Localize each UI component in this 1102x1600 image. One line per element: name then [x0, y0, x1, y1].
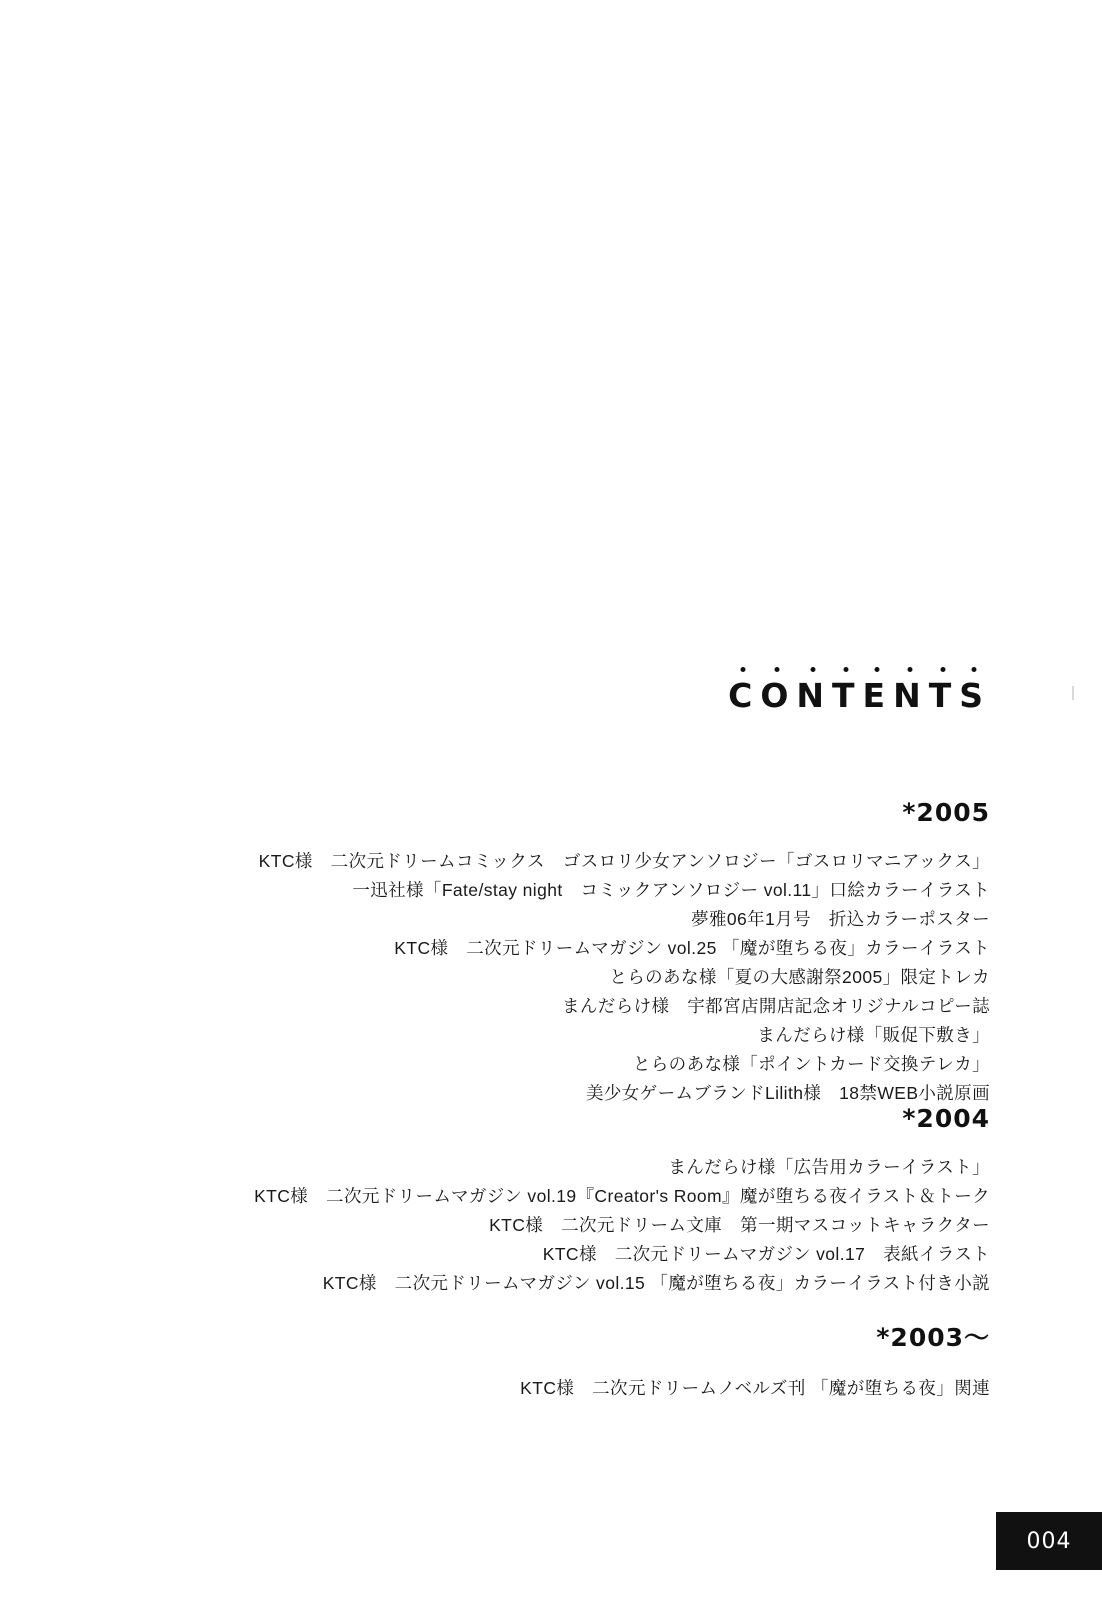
- section-year-label: *2004: [902, 1104, 990, 1133]
- edge-tick-mark: [1072, 686, 1074, 700]
- section-year-label: *2005: [902, 798, 990, 827]
- list-item: 夢雅06年1月号 折込カラーポスター: [691, 909, 990, 929]
- list-item: KTC様 二次元ドリームマガジン vol.17 表紙イラスト: [542, 1244, 990, 1264]
- section-year-label: *2003〜: [876, 1323, 990, 1352]
- page-number: 004: [996, 1512, 1102, 1570]
- list-item: 美少女ゲームブランドLilith様 18禁WEB小説原画: [585, 1083, 990, 1103]
- list-item: KTC様 二次元ドリームコミックス ゴスロリ少女アンソロジー「ゴスロリマニアックス」: [258, 851, 990, 871]
- section-2004: [254, 1104, 990, 1298]
- section-2005: [259, 798, 990, 1108]
- list-item: KTC様 二次元ドリームノベルズ刊 「魔が堕ちる夜」関連: [520, 1378, 990, 1398]
- list-item: KTC様 二次元ドリームマガジン vol.19『Creator's Room』魔が堕ちる夜イラスト＆トーク: [254, 1186, 990, 1206]
- list-item: KTC様 二次元ドリーム文庫 第一期マスコットキャラクター: [489, 1215, 990, 1235]
- list-item: 一迅社様「Fate/stay night コミックアンソロジー vol.11」口絵カラーイラスト: [352, 880, 990, 900]
- list-item: とらのあな様「ポイントカード交換テレカ」: [632, 1054, 990, 1074]
- list-item: とらのあな様「夏の大感謝祭2005」限定トレカ: [609, 967, 990, 987]
- list-item: まんだらけ様「販促下敷き」: [757, 1025, 990, 1045]
- list-item: KTC様 二次元ドリームマガジン vol.15 「魔が堕ちる夜」カラーイラスト付き小説: [322, 1273, 990, 1293]
- list-item: まんだらけ様 宇都宮店開店記念オリジナルコピー誌: [561, 996, 990, 1016]
- list-item: まんだらけ様「広告用カラーイラスト」: [668, 1157, 990, 1177]
- section-2003: [520, 1318, 990, 1403]
- list-item: KTC様 二次元ドリームマガジン vol.25 「魔が堕ちる夜」カラーイラスト: [394, 938, 990, 958]
- page-title: CONTENTS: [728, 676, 989, 715]
